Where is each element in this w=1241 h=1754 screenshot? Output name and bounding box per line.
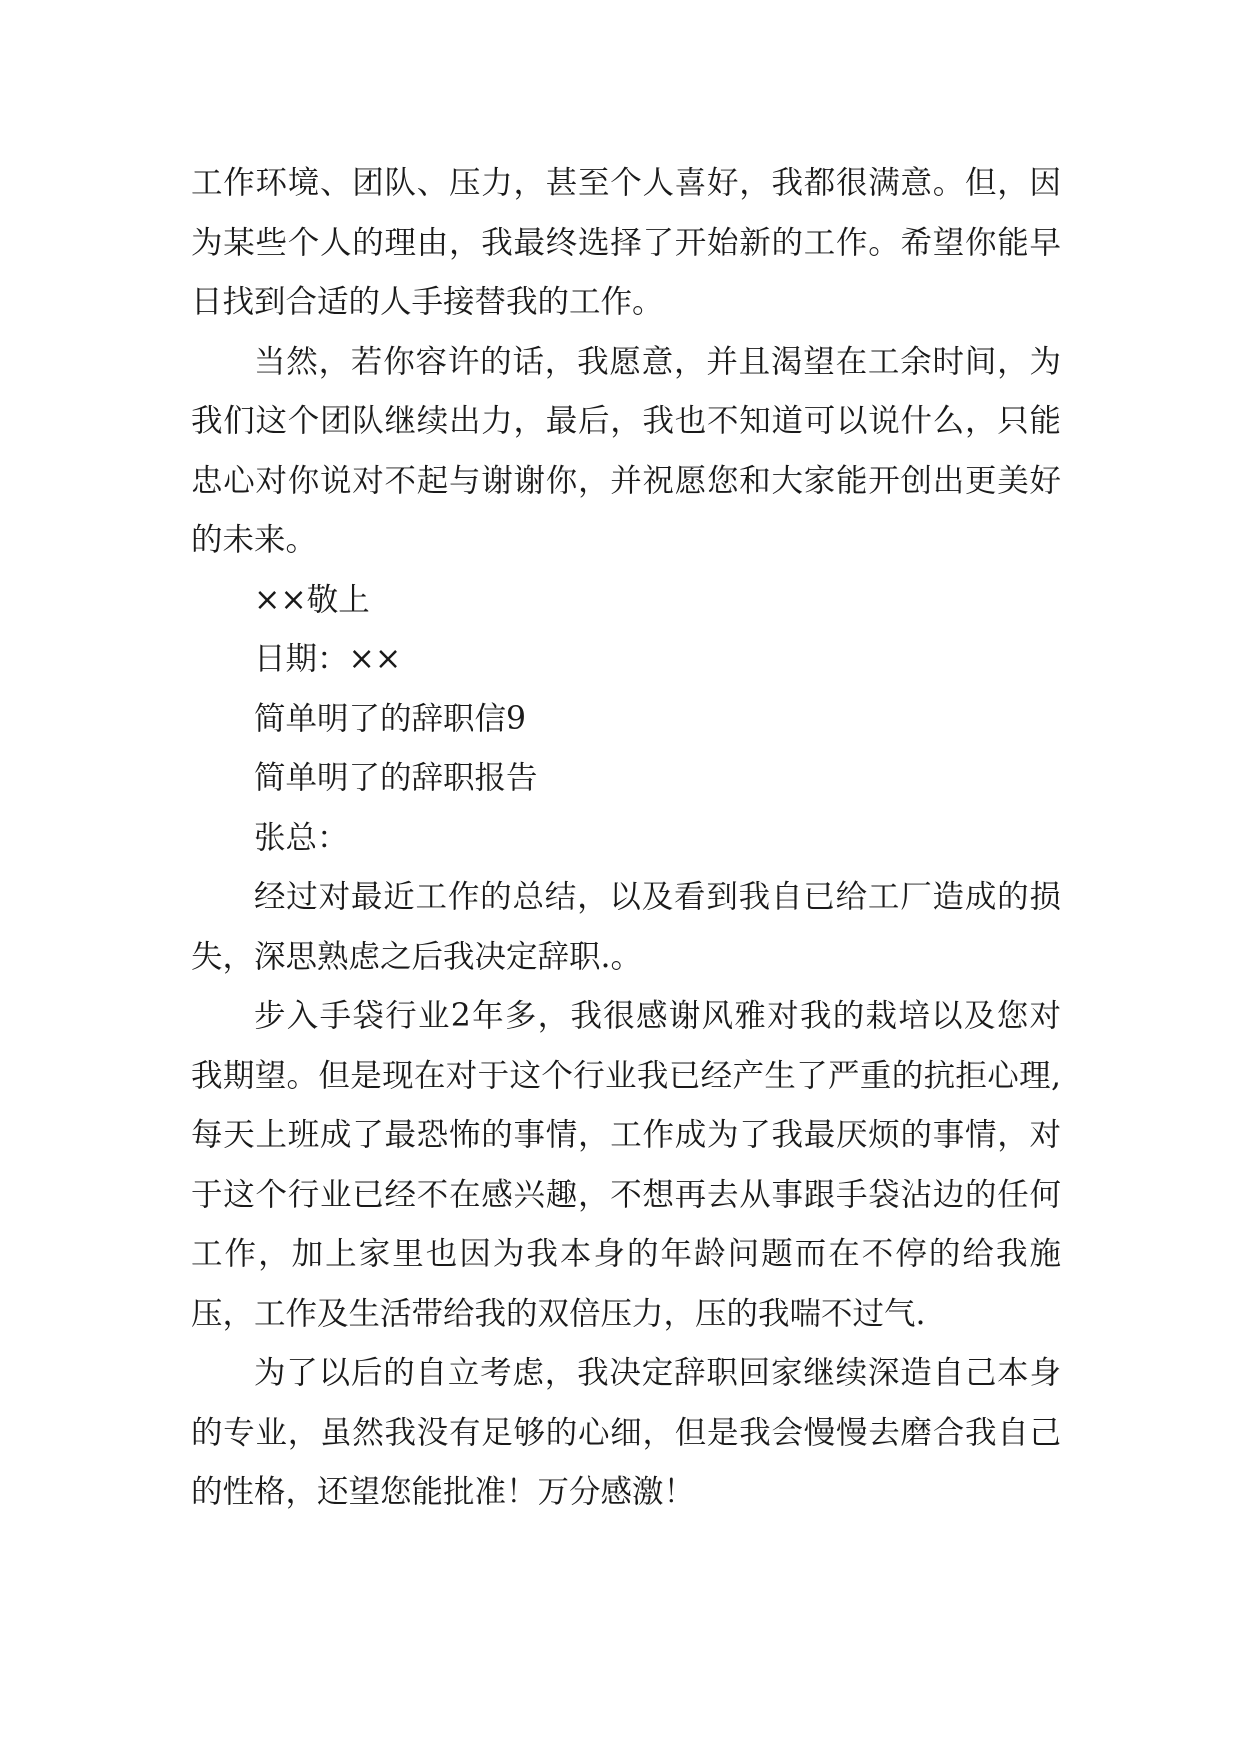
date-line: 日期：××: [254, 641, 402, 677]
paragraph-closing: 为了以后的自立考虑，我决定辞职回家继续深造自己本身的专业，虽然我没有足够的心细，但是我会慢慢去磨合我自己的性格，还望您能批准！万分感激！: [191, 1355, 1061, 1510]
paragraph-reasons: 步入手袋行业2年多，我很感谢风雅对我的栽培以及您对我期望。但是现在对于这个行业我已经产生了严重的抗拒心理,每天上班成了最恐怖的事情，工作成为了我最厌烦的事情，对于这个行业已经不在感兴趣，不想再去从事跟手袋沾边的任何工作，加上家里也因为我本身的年龄问题而在不停的给我施压，工作及生活带给我的双倍压力，压的我喘不过气.: [191, 998, 1061, 1332]
signature-line: ××敬上: [254, 581, 370, 618]
paragraph-offer-help: 当然，若你容许的话，我愿意，并且渴望在工余时间，为我们这个团队继续出力，最后，我也不知道可以说什么，只能忠心对你说对不起与谢谢你，并祝愿您和大家能开创出更美好的未来。: [191, 343, 1061, 558]
section-title: 简单明了的辞职信9: [254, 700, 527, 737]
salutation: 张总：: [254, 819, 349, 856]
letter-body: [191, 154, 1061, 1523]
letter-title: 简单明了的辞职报告: [254, 760, 538, 796]
paragraph-continuation: 工作环境、团队、压力，甚至个人喜好，我都很满意。但，因为某些个人的理由，我最终选择了开始新的工作。希望你能早日找到合适的人手接替我的工作。: [191, 165, 1061, 320]
paragraph-decision: 经过对最近工作的总结，以及看到我自已给工厂造成的损失，深思熟虑之后我决定辞职.。: [191, 879, 1061, 975]
